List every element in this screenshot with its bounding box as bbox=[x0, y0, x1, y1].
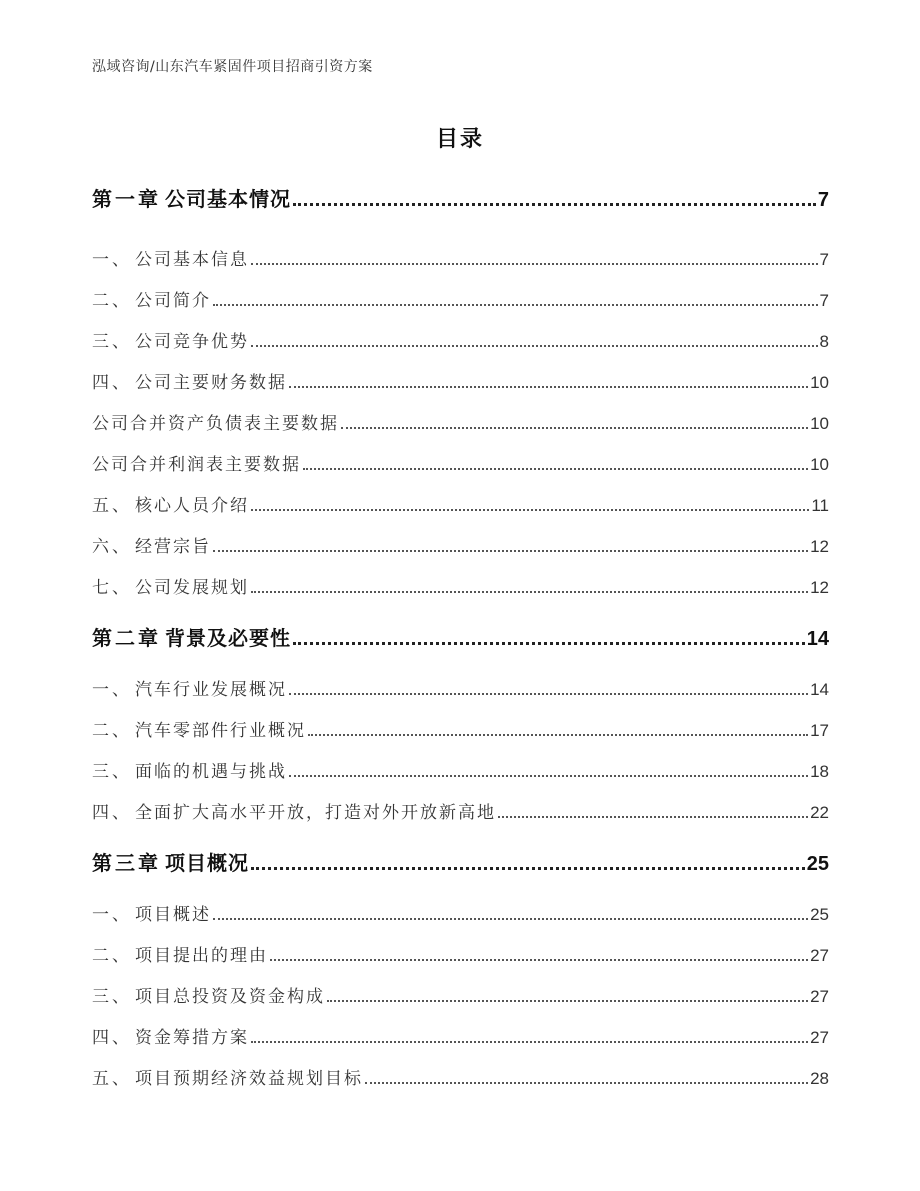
toc-section-entry[interactable] bbox=[92, 327, 829, 352]
dot-leader bbox=[213, 918, 808, 920]
dot-leader bbox=[251, 345, 818, 347]
toc-page-number: 7 bbox=[819, 250, 829, 269]
toc-entry-title: 项目提出的理由 bbox=[135, 946, 268, 966]
toc-page-number: 25 bbox=[806, 853, 829, 875]
toc-entry-title: 公司基本情况 bbox=[165, 187, 291, 211]
toc-entry-number: 三、 bbox=[92, 332, 132, 352]
toc-section-entry[interactable] bbox=[92, 368, 829, 393]
toc-entry-number: 三、 bbox=[92, 762, 132, 782]
toc-page-number: 25 bbox=[810, 905, 829, 924]
toc-section-entry[interactable] bbox=[92, 286, 829, 311]
toc-section-entry[interactable] bbox=[92, 1023, 829, 1048]
toc-entry-title: 项目总投资及资金构成 bbox=[135, 987, 325, 1007]
toc-page-number: 10 bbox=[810, 373, 829, 392]
toc-page-number: 14 bbox=[810, 680, 829, 699]
toc-entry-number: 七、 bbox=[92, 578, 132, 598]
dot-leader bbox=[251, 1041, 808, 1043]
toc-entry-title: 汽车行业发展概况 bbox=[135, 680, 287, 700]
toc-entry-number: 一、 bbox=[92, 250, 132, 270]
toc-entry-title: 公司合并利润表主要数据 bbox=[92, 455, 301, 475]
toc-section-entry[interactable] bbox=[92, 900, 829, 925]
toc-section-entry[interactable] bbox=[92, 532, 829, 557]
toc-entry-title: 项目概述 bbox=[135, 905, 211, 925]
toc-chapter-entry[interactable] bbox=[92, 622, 829, 651]
toc-chapter-entry[interactable] bbox=[92, 847, 829, 876]
dot-leader bbox=[303, 468, 808, 470]
dot-leader bbox=[498, 816, 808, 818]
toc-entry-number: 二、 bbox=[92, 946, 132, 966]
toc-entry-title: 公司主要财务数据 bbox=[135, 373, 287, 393]
toc-entry-title: 面临的机遇与挑战 bbox=[135, 762, 287, 782]
toc-page-number: 17 bbox=[810, 721, 829, 740]
toc-entry-number: 四、 bbox=[92, 373, 132, 393]
toc-entry-title: 全面扩大高水平开放，打造对外开放新高地 bbox=[135, 803, 496, 823]
toc-entry-number: 二、 bbox=[92, 721, 132, 741]
toc-entry-number: 四、 bbox=[92, 803, 132, 823]
toc-page-number: 10 bbox=[810, 414, 829, 433]
toc-page-number: 11 bbox=[811, 496, 829, 515]
toc-entry-title: 核心人员介绍 bbox=[135, 496, 249, 516]
toc-entry-number: 第一章 bbox=[92, 187, 161, 211]
toc-page-number: 27 bbox=[810, 987, 829, 1006]
running-header: 泓域咨询/山东汽车紧固件项目招商引资方案 bbox=[92, 59, 373, 75]
dot-leader bbox=[341, 427, 808, 429]
dot-leader bbox=[289, 775, 808, 777]
toc-section-entry[interactable] bbox=[92, 941, 829, 966]
toc-section-entry[interactable] bbox=[92, 716, 829, 741]
toc-entry-number: 五、 bbox=[92, 496, 132, 516]
toc-section-entry[interactable] bbox=[92, 1064, 829, 1089]
dot-leader bbox=[213, 550, 808, 552]
toc-section-entry[interactable] bbox=[92, 450, 829, 475]
toc-page-number: 12 bbox=[810, 578, 829, 597]
toc-page-number: 28 bbox=[810, 1069, 829, 1088]
toc-section-entry[interactable] bbox=[92, 982, 829, 1007]
toc-page-number: 27 bbox=[810, 946, 829, 965]
toc-section-entry[interactable] bbox=[92, 675, 829, 700]
dot-leader bbox=[270, 959, 808, 961]
toc-page-number: 22 bbox=[810, 803, 829, 822]
toc-section-entry[interactable] bbox=[92, 491, 829, 516]
dot-leader bbox=[213, 304, 818, 306]
toc-page-number: 12 bbox=[810, 537, 829, 556]
toc-entry-number: 三、 bbox=[92, 987, 132, 1007]
toc-entry-title: 汽车零部件行业概况 bbox=[135, 721, 306, 741]
dot-leader bbox=[327, 1000, 808, 1002]
toc-page-number: 7 bbox=[817, 189, 829, 211]
toc-entry-title: 经营宗旨 bbox=[135, 537, 211, 557]
toc-page-number: 8 bbox=[819, 332, 829, 351]
dot-leader bbox=[251, 591, 808, 593]
toc-entry-title: 公司发展规划 bbox=[135, 578, 249, 598]
toc-entry-title: 公司竞争优势 bbox=[135, 332, 249, 352]
toc-section-entry[interactable] bbox=[92, 409, 829, 434]
toc-page-number: 7 bbox=[819, 291, 829, 310]
toc-title: 目录 bbox=[435, 127, 484, 152]
toc-page-number: 18 bbox=[810, 762, 829, 781]
dot-leader bbox=[365, 1082, 808, 1084]
toc-entry-number: 四、 bbox=[92, 1028, 132, 1048]
toc-section-entry[interactable] bbox=[92, 245, 829, 270]
toc-entry-number: 二、 bbox=[92, 291, 132, 311]
toc-entry-number: 六、 bbox=[92, 537, 132, 557]
toc-entry-title: 项目概况 bbox=[165, 851, 249, 875]
toc-entry-title: 项目预期经济效益规划目标 bbox=[135, 1069, 363, 1089]
toc-entry-number: 五、 bbox=[92, 1069, 132, 1089]
toc-entry-title: 公司简介 bbox=[135, 291, 211, 311]
toc-entry-number: 一、 bbox=[92, 680, 132, 700]
toc-section-entry[interactable] bbox=[92, 757, 829, 782]
toc-entry-title: 资金筹措方案 bbox=[135, 1028, 249, 1048]
dot-leader bbox=[308, 734, 808, 736]
dot-leader bbox=[293, 203, 816, 206]
toc-entry-number: 第三章 bbox=[92, 851, 161, 875]
toc-entry-title: 公司合并资产负债表主要数据 bbox=[92, 414, 339, 434]
dot-leader bbox=[293, 642, 805, 645]
dot-leader bbox=[251, 867, 805, 870]
dot-leader bbox=[251, 263, 818, 265]
toc-page-number: 14 bbox=[806, 628, 829, 650]
toc-entry-number: 一、 bbox=[92, 905, 132, 925]
toc-page-number: 27 bbox=[810, 1028, 829, 1047]
toc-entry-title: 公司基本信息 bbox=[135, 250, 249, 270]
toc-entry-title: 背景及必要性 bbox=[165, 626, 291, 650]
toc-section-entry[interactable] bbox=[92, 798, 829, 823]
dot-leader bbox=[289, 386, 808, 388]
toc-page-number: 10 bbox=[810, 455, 829, 474]
dot-leader bbox=[289, 693, 808, 695]
toc-section-entry[interactable] bbox=[92, 573, 829, 598]
toc-chapter-entry[interactable] bbox=[92, 183, 829, 212]
dot-leader bbox=[251, 509, 809, 511]
toc-entry-number: 第二章 bbox=[92, 626, 161, 650]
